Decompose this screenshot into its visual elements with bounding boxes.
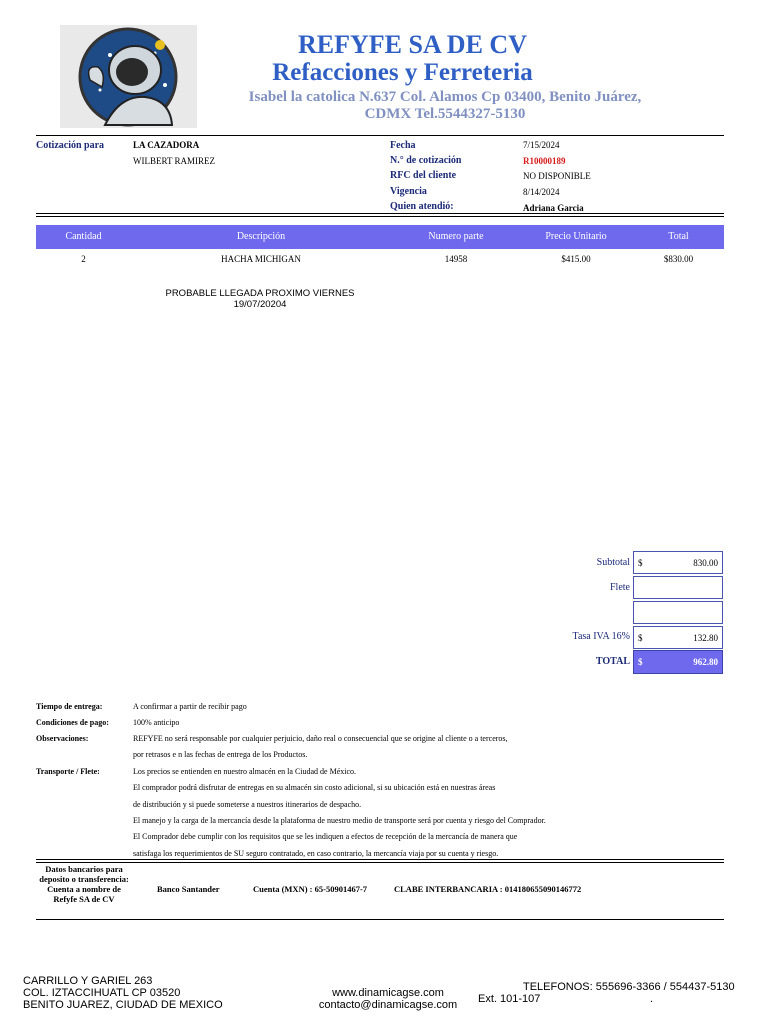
footer-address-line-1: CARRILLO Y GARIEL 263 xyxy=(23,975,153,987)
fecha-value: 7/15/2024 xyxy=(523,140,560,150)
bank-account: Cuenta (MXN) : 65-50901467-7 xyxy=(253,884,368,894)
attended-by-label: Quien atendió: xyxy=(390,201,454,212)
vigencia-value: 8/14/2024 xyxy=(523,187,560,197)
quote-number-label: N.° de cotización xyxy=(390,155,462,166)
iva-value: 132.80 xyxy=(693,633,718,643)
subtotal-label: Subtotal xyxy=(596,557,630,568)
cell-numero-parte: 14958 xyxy=(444,254,468,264)
divider xyxy=(36,859,724,860)
col-header-precio-unitario: Precio Unitario xyxy=(545,231,607,242)
footer-extension: Ext. 101-107 xyxy=(478,993,541,1005)
address-line-1: Isabel la catolica N.637 Col. Alamos Cp 03400, Benito Juárez, xyxy=(248,89,642,105)
subtotal-box xyxy=(633,551,723,574)
footer-email: contacto@dinamicagse.com xyxy=(318,999,458,1011)
company-address xyxy=(210,89,680,123)
footer-phones: TELEFONOS: 555696-3366 / 554437-5130 xyxy=(523,981,735,993)
empty-total-box xyxy=(633,601,723,624)
iva-label: Tasa IVA 16% xyxy=(572,631,630,642)
cell-total: $830.00 xyxy=(663,254,694,264)
footer-contact xyxy=(300,987,476,1011)
rfc-value: NO DISPONIBLE xyxy=(523,171,591,181)
total-value: 962.80 xyxy=(693,657,718,667)
transporte-line-5: El Comprador debe cumplir con los requisitos que se les indiquen a efectos de recepción de la mercancía de manera que xyxy=(133,832,518,841)
client-name: LA CAZADORA xyxy=(133,140,200,150)
pago-value: 100% anticipo xyxy=(133,718,180,727)
vigencia-label: Vigencia xyxy=(390,186,427,197)
transporte-line-3: de distribución y si puede someterse a nuestros itinerarios de despacho. xyxy=(133,800,362,809)
cell-descripcion: HACHA MICHIGAN xyxy=(221,254,301,264)
divider xyxy=(36,135,724,136)
address-line-2: CDMX Tel.5544327-5130 xyxy=(364,106,526,122)
company-subtitle: Refacciones y Ferreteria xyxy=(272,59,533,86)
footer-address xyxy=(23,975,223,1011)
total-label: TOTAL xyxy=(595,656,630,667)
bank-name: Banco Santander xyxy=(157,884,220,894)
footer-address-line-3: BENITO JUAREZ, CIUDAD DE MEXICO xyxy=(23,999,223,1011)
total-currency: $ xyxy=(638,657,643,667)
footer-dot: . xyxy=(650,993,654,1005)
col-header-total: Total xyxy=(668,231,689,242)
delivery-note xyxy=(140,288,380,310)
flete-label: Flete xyxy=(610,582,630,593)
items-table-header xyxy=(36,225,724,249)
entrega-value: A confirmar a partir de recibir pago xyxy=(133,702,247,711)
subtotal-value: 830.00 xyxy=(693,558,718,568)
cell-cantidad: 2 xyxy=(81,254,86,264)
divider xyxy=(36,919,724,920)
transporte-line-2: El comprador podrá disfrutar de entregas en su almacén sin costo adicional, si su ubicación está en nuestras áreas xyxy=(133,783,496,792)
subtotal-currency: $ xyxy=(638,558,643,568)
client-label: Cotización para xyxy=(36,140,105,151)
client-contact: WILBERT RAMIREZ xyxy=(133,156,216,166)
quote-number-value: R10000189 xyxy=(523,156,566,166)
rfc-label: RFC del cliente xyxy=(390,170,457,181)
transporte-line-1: Los precios se entienden en nuestro almacén en la Ciudad de México. xyxy=(133,767,357,776)
delivery-note-line-1: PROBABLE LLEGADA PROXIMO VIERNES xyxy=(165,288,355,299)
divider xyxy=(36,213,724,214)
col-header-numero-parte: Numero parte xyxy=(428,231,484,242)
attended-by-value: Adriana Garcia xyxy=(523,203,584,213)
table-row xyxy=(36,254,724,268)
divider xyxy=(36,862,724,863)
footer-address-line-2: COL. IZTACCIHUATL CP 03520 xyxy=(23,987,181,999)
col-header-descripcion: Descripción xyxy=(236,231,286,242)
observaciones-label: Observaciones: xyxy=(36,734,89,743)
fecha-label: Fecha xyxy=(390,140,416,151)
divider xyxy=(36,216,724,217)
delivery-note-line-2: 19/07/20204 xyxy=(233,299,287,310)
astronaut-logo-icon xyxy=(60,25,197,128)
iva-box xyxy=(633,626,723,649)
observaciones-line-2: por retrasos e n las fechas de entrega de los Productos. xyxy=(133,750,308,759)
flete-box xyxy=(633,576,723,599)
col-header-cantidad: Cantidad xyxy=(65,231,102,242)
company-name: REFYFE SA DE CV xyxy=(298,30,527,59)
total-box xyxy=(633,650,723,674)
bank-info-label: Datos bancarios para deposito o transferencia: Cuenta a nombre de Refyfe SA de CV xyxy=(39,864,129,904)
cell-precio-unitario: $415.00 xyxy=(561,254,591,264)
entrega-label: Tiempo de entrega: xyxy=(36,702,103,711)
transporte-line-6: satisfaga los requerimientos de SU seguro contratado, en caso contrario, la mercancía viaja por su cuenta y riesgo. xyxy=(133,849,499,858)
observaciones-line-1: REFYFE no será responsable por cualquier perjuicio, daño real o consecuencial que se origine al cliente o a terceros, xyxy=(133,734,508,743)
pago-label: Condiciones de pago: xyxy=(36,718,109,727)
iva-currency: $ xyxy=(638,633,643,643)
footer-website: www.dinamicagse.com xyxy=(332,987,444,999)
bank-clabe: CLABE INTERBANCARIA : 014180655090146772 xyxy=(394,884,582,894)
transporte-line-4: El manejo y la carga de la mercancía desde la plataforma de nuestro medio de transporte será por cuenta y riesgo del Comprador. xyxy=(133,816,546,825)
transporte-label: Transporte / Flete: xyxy=(36,767,100,776)
